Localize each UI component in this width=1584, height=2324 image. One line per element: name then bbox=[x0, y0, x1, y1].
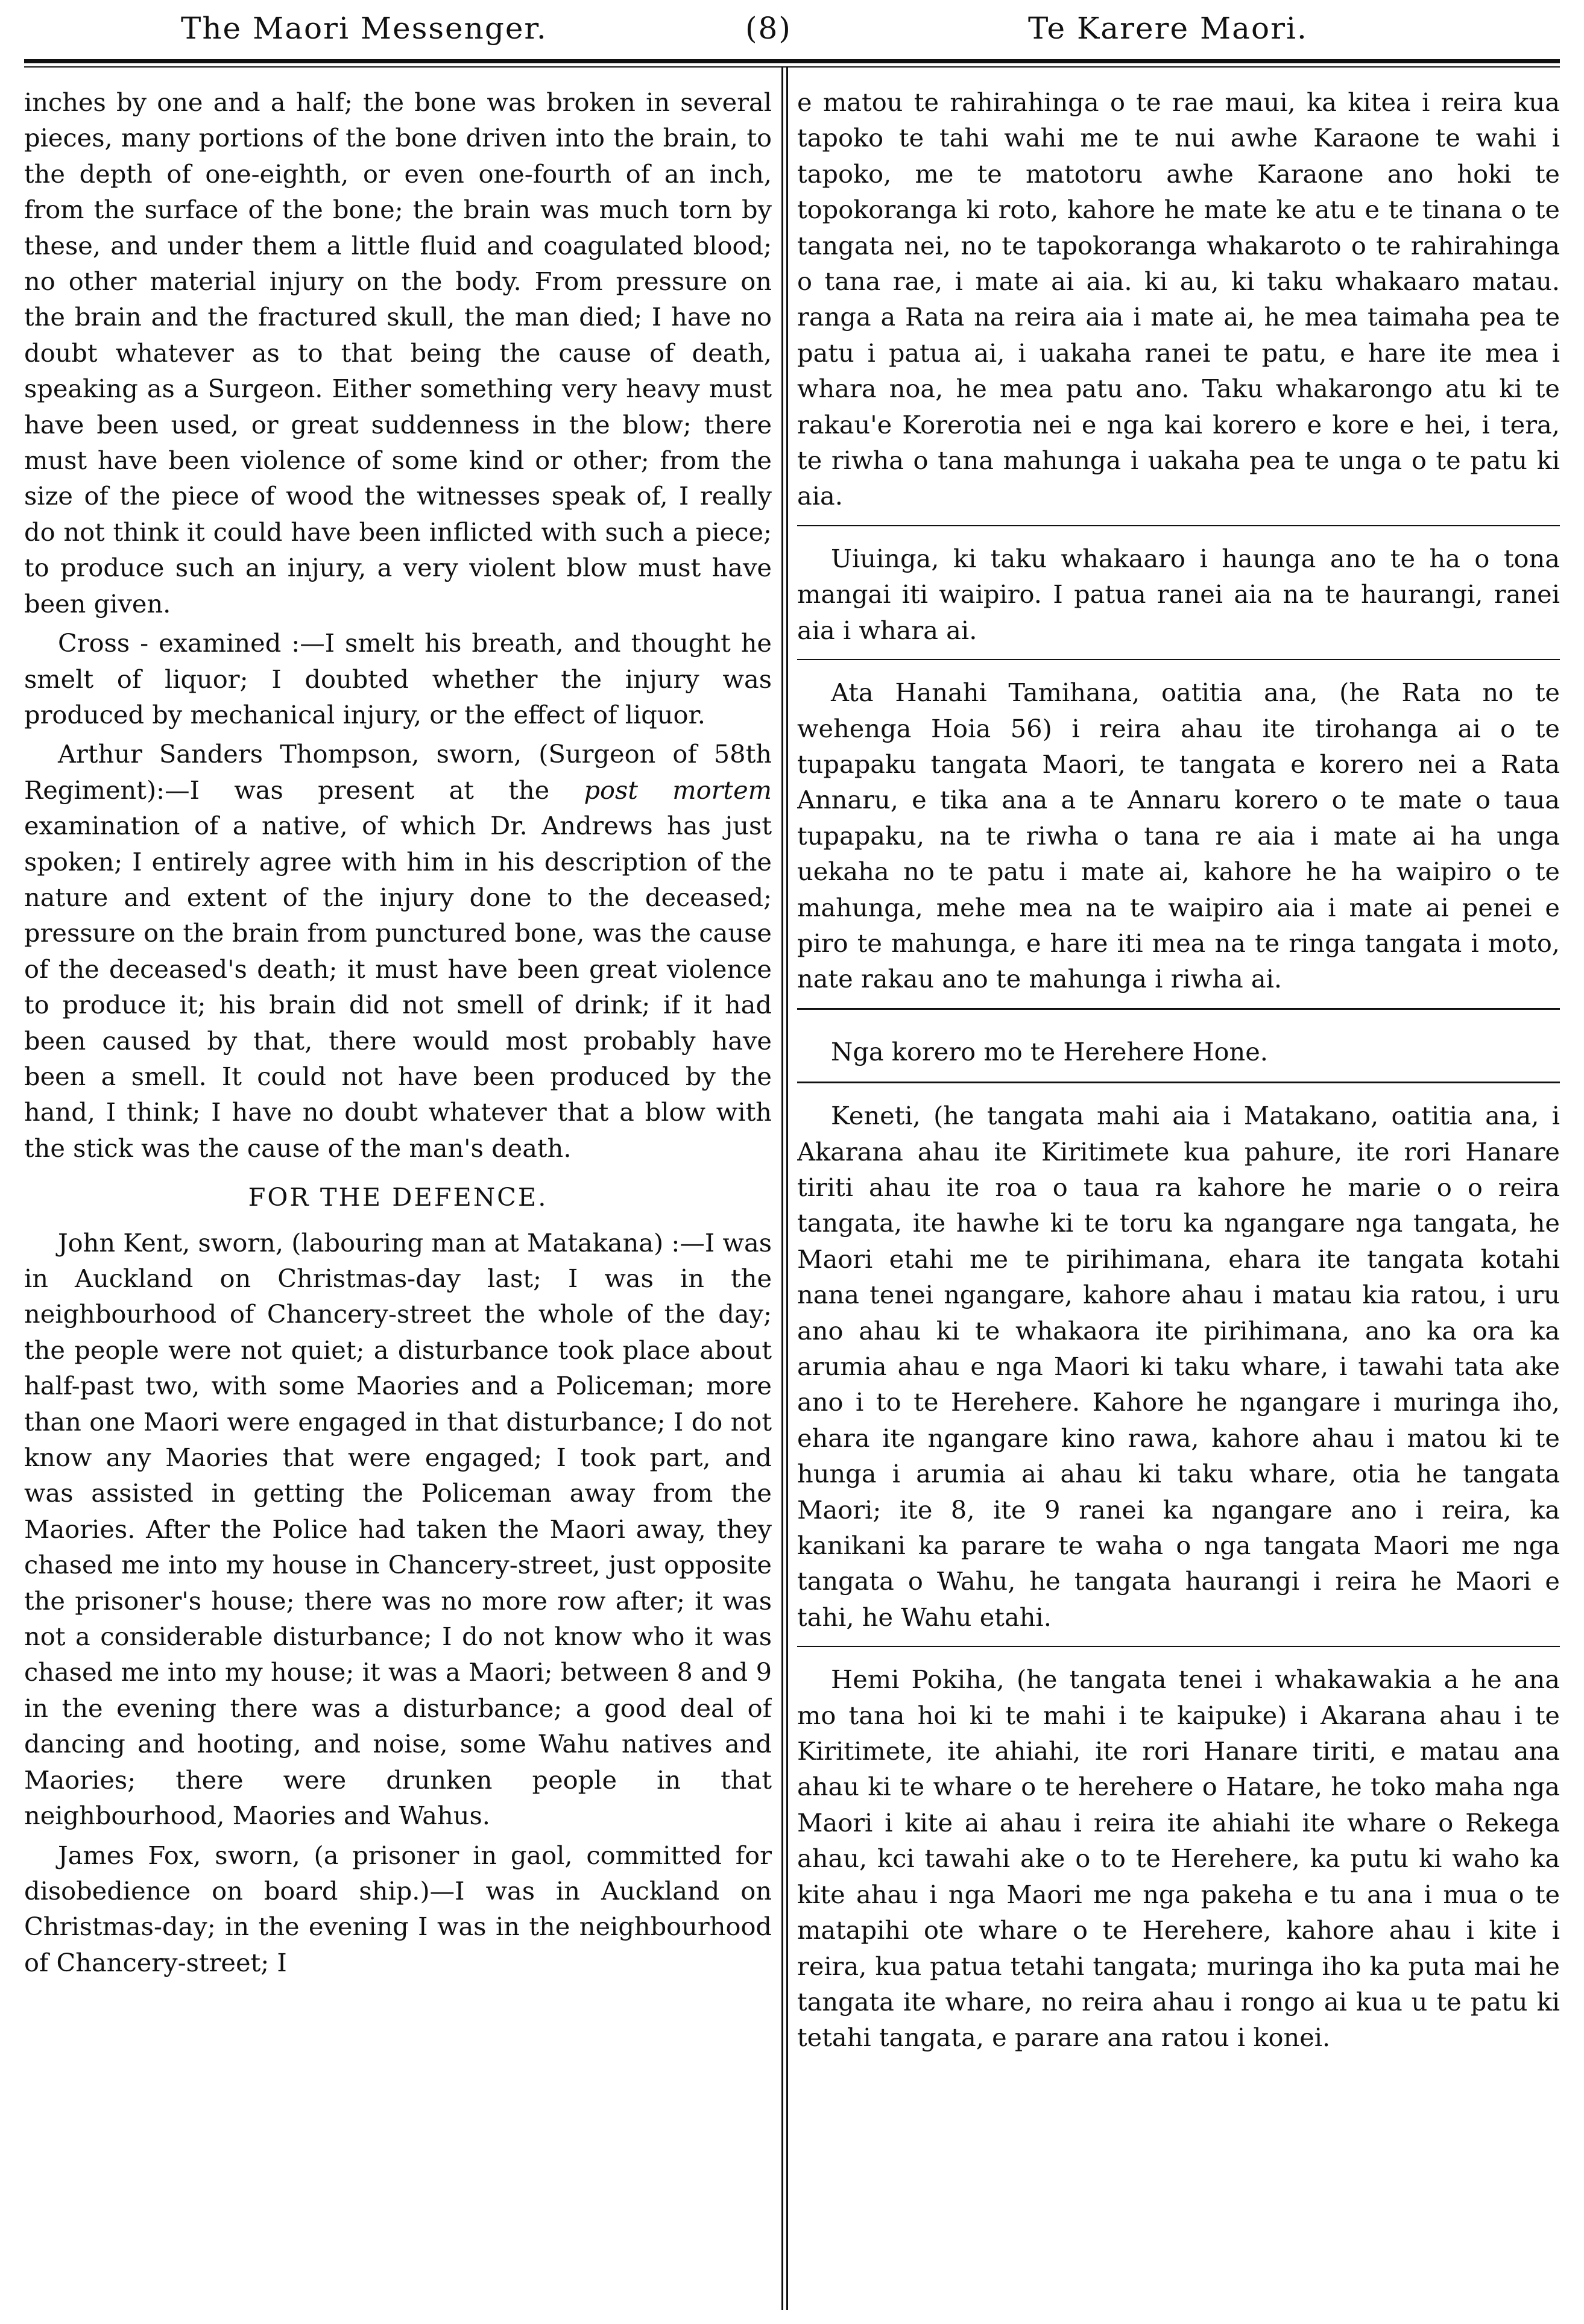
separator bbox=[797, 659, 1560, 660]
paragraph-surgeon-evidence: inches by one and a half; the bone was broken in several pieces, many portions of the bone driven into the brain, to the depth of one-eighth, or even one-fourth of an inch, from the surface of the bone; the brain was much torn by these, and under them a little fluid and coagulated blood; no other material injury on the body. From pressure on the brain and the fractured skull, the man died; I have no doubt whatever as to that being the cause of death, speaking as a Surgeon. Either something very heavy must have been used, or great suddenness in the blow; there must have been violence of some kind or other; from the size of the piece of wood the witnesses speak of, I really do not think it could have been inflicted with such a piece; to produce such an injury, a very violent blow must have been given. bbox=[24, 87, 772, 619]
separator bbox=[797, 1082, 1560, 1083]
paragraph-james-fox: James Fox, sworn, (a prisoner in gaol, committed for disobedience on board ship.)—I was in Auckland on Christmas-day; in the evening I was in the neighbourhood of Chancery-street; I bbox=[24, 1840, 772, 1977]
separator bbox=[797, 525, 1560, 526]
masthead-rule-thin bbox=[24, 66, 1560, 68]
thompson-text-end: examination of a native, of which Dr. Andrews has just spoken; I entirely agree with him in his description of the nature and extent of the injury done to the deceased; pressure on the brain from punctured bone, was the cause of the deceased's death; it must have been great violence to produce it; his brain did not smell of drink; if it had been caused by that, there would most probably have been a smell. It could not have been produced by the hand, I think; I have no doubt whatever that a blow with the stick was the cause of the man's death. bbox=[24, 811, 772, 1163]
separator bbox=[797, 1646, 1560, 1647]
heading-nga-korero: Nga korero mo te Herehere Hone. bbox=[831, 1036, 1268, 1066]
masthead-rule-thick bbox=[24, 59, 1560, 63]
paragraph-rata-evidence: e matou te rahirahinga o te rae maui, ka kitea i reira kua tapoko te tahi wahi me te nui awhe Karaone te wahi i tapoko, me te matotoru awhe Karaone ano hoki te topokoranga ki roto, kahore he mate ke atu e te tinana o te tangata nei, no te tapokoranga whakaroto o te rahirahinga o tana rae, i mate ai aia. ki au, ki taku whakaaro matau. ranga a Rata na reira aia i mate ai, he mea taimaha pea te patu i patua ai, i uakaha ranei te patu, e hare ite mea i whara noa, he mea patu ano. Taku whakarongo atu ki te rakau'e Korerotia nei e nga kai korero e kore e hei, i tera, te riwha o tana mahunga i uakaha pea te unga o te patu ki aia. bbox=[797, 87, 1560, 511]
page-number: (8) bbox=[745, 11, 792, 46]
paragraph-cross-examined: Cross - examined :—I smelt his breath, and thought he smelt of liquor; I doubted whether the injury was produced by mechanical injury, or the effect of liquor. bbox=[24, 628, 772, 729]
separator bbox=[797, 1008, 1560, 1010]
paragraph-ata-hanahi: Ata Hanahi Tamihana, oatitia ana, (he Rata no te wehenga Hoia 56) i reira ahau ite tirohanga ai o te tupapaku tangata Maori, te tangata e korero nei a Rata Annaru, e tika ana a te Annaru korero o te mate o taua tupapaku, na te riwha o tana re aia i mate ai ha unga uekaha no te patu i mate ai, kahore he ha waipiro o te mahunga, mehe mea na te waipiro aia i mate ai penei e piro te mahunga, e hare iti mea na te ringa tangata i moto, nate rakau ano te mahunga i riwha ai. bbox=[797, 678, 1560, 994]
thompson-text-start: Arthur Sanders Thompson, sworn, (Surgeon of 58th Regiment):—I was present at the bbox=[24, 739, 772, 805]
column-divider bbox=[781, 68, 789, 2310]
masthead bbox=[0, 8, 1584, 51]
thompson-italic: post mortem bbox=[584, 775, 772, 805]
paragraph-thompson-evidence bbox=[24, 736, 772, 1166]
paragraph-hemi-pokiha: Hemi Pokiha, (he tangata tenei i whakawakia a he ana mo tana hoi ki te mahi i te kaipuke) i Akarana ahau i te Kiritimete, ite ahiahi, ite rori Hanare tiriti, e matau ana ahau ki te whare o te herehere o Hatare, he toko maha nga Maori i kite ai ahau i reira ite ahiahi ite whare o Rekega ahau, kci tawahi ake o to te Herehere, ka putu ki waho ka kite ahau i nga Maori me nga pakeha e tu ana i mua o te matapihi ote whare o te Herehere, kahore ahau i kite i reira, kua patua tetahi tangata; muringa iho ka puta mai he tangata ite whare, no reira ahau i rongo ai kua u te patu ki tetahi tangata, e parare ana ratou i konei. bbox=[797, 1664, 1560, 2053]
heading-for-the-defence: FOR THE DEFENCE. bbox=[248, 1182, 548, 1212]
maori-column bbox=[797, 84, 1560, 2312]
english-column bbox=[24, 84, 772, 2312]
paragraph-john-kent: John Kent, sworn, (labouring man at Matakana) :—I was in Auckland on Christmas-day last; I was in the neighbourhood of Chancery-street the whole of the day; the people were not quiet; a disturbance took place about half-past two, with some Maories and a Policeman; more than one Maori were engaged in that disturbance; I do not know any Maories that were engaged; I took part, and was assisted in getting the Policeman away from the Maories. After the Police had taken the Maori away, they chased me into my house in Chancery-street, just opposite the prisoner's house; there was no more row after; it was not a considerable disturbance; I do not know who it was chased me into my house; it was a Maori; between 8 and 9 in the evening there was a disturbance; a good deal of dancing and hooting, and noise, some Wahu natives and Maories; there were drunken people in that neighbourhood, Maories and Wahus. bbox=[24, 1227, 772, 1831]
paragraph-uiuinga: Uiuinga, ki taku whakaaro i haunga ano te ha o tona mangai iti waipiro. I patua ranei aia na te haurangi, ranei aia i whara ai. bbox=[797, 543, 1560, 645]
masthead-english-title: The Maori Messenger. bbox=[181, 11, 547, 46]
masthead-maori-title: Te Karere Maori. bbox=[1028, 11, 1308, 46]
paragraph-keneti: Keneti, (he tangata mahi aia i Matakano, oatitia ana, i Akarana ahau ite Kiritimete kua pahure, ite rori Hanare tiriti ahau ite roa o taua ra kahore he marie o o reira tangata, ite hawhe ki te toru ka ngangare nga tangata, he Maori etahi me te pirihimana, ehara ite tangata kotahi nana tenei ngangare, kahore ahau i matau kia ratou, i uru ano ahau ki te whakaora ite pirihimana, ano ka ora ka arumia ahau e nga Maori ki taku whare, i tawahi tata ake ano i to te Herehere. Kahore he ngangare i muringa iho, ehara ite ngangare kino rawa, kahore ahau i matou ki te hunga i arumia ai ahau ki taku whare, otia he tangata Maori; ite 8, ite 9 ranei ka ngangare ano i reira, ka kanikani ka parare te waha o nga tangata Maori me nga tangata o Wahu, he tangata haurangi i reira he Maori e tahi, he Wahu etahi. bbox=[797, 1101, 1560, 1632]
